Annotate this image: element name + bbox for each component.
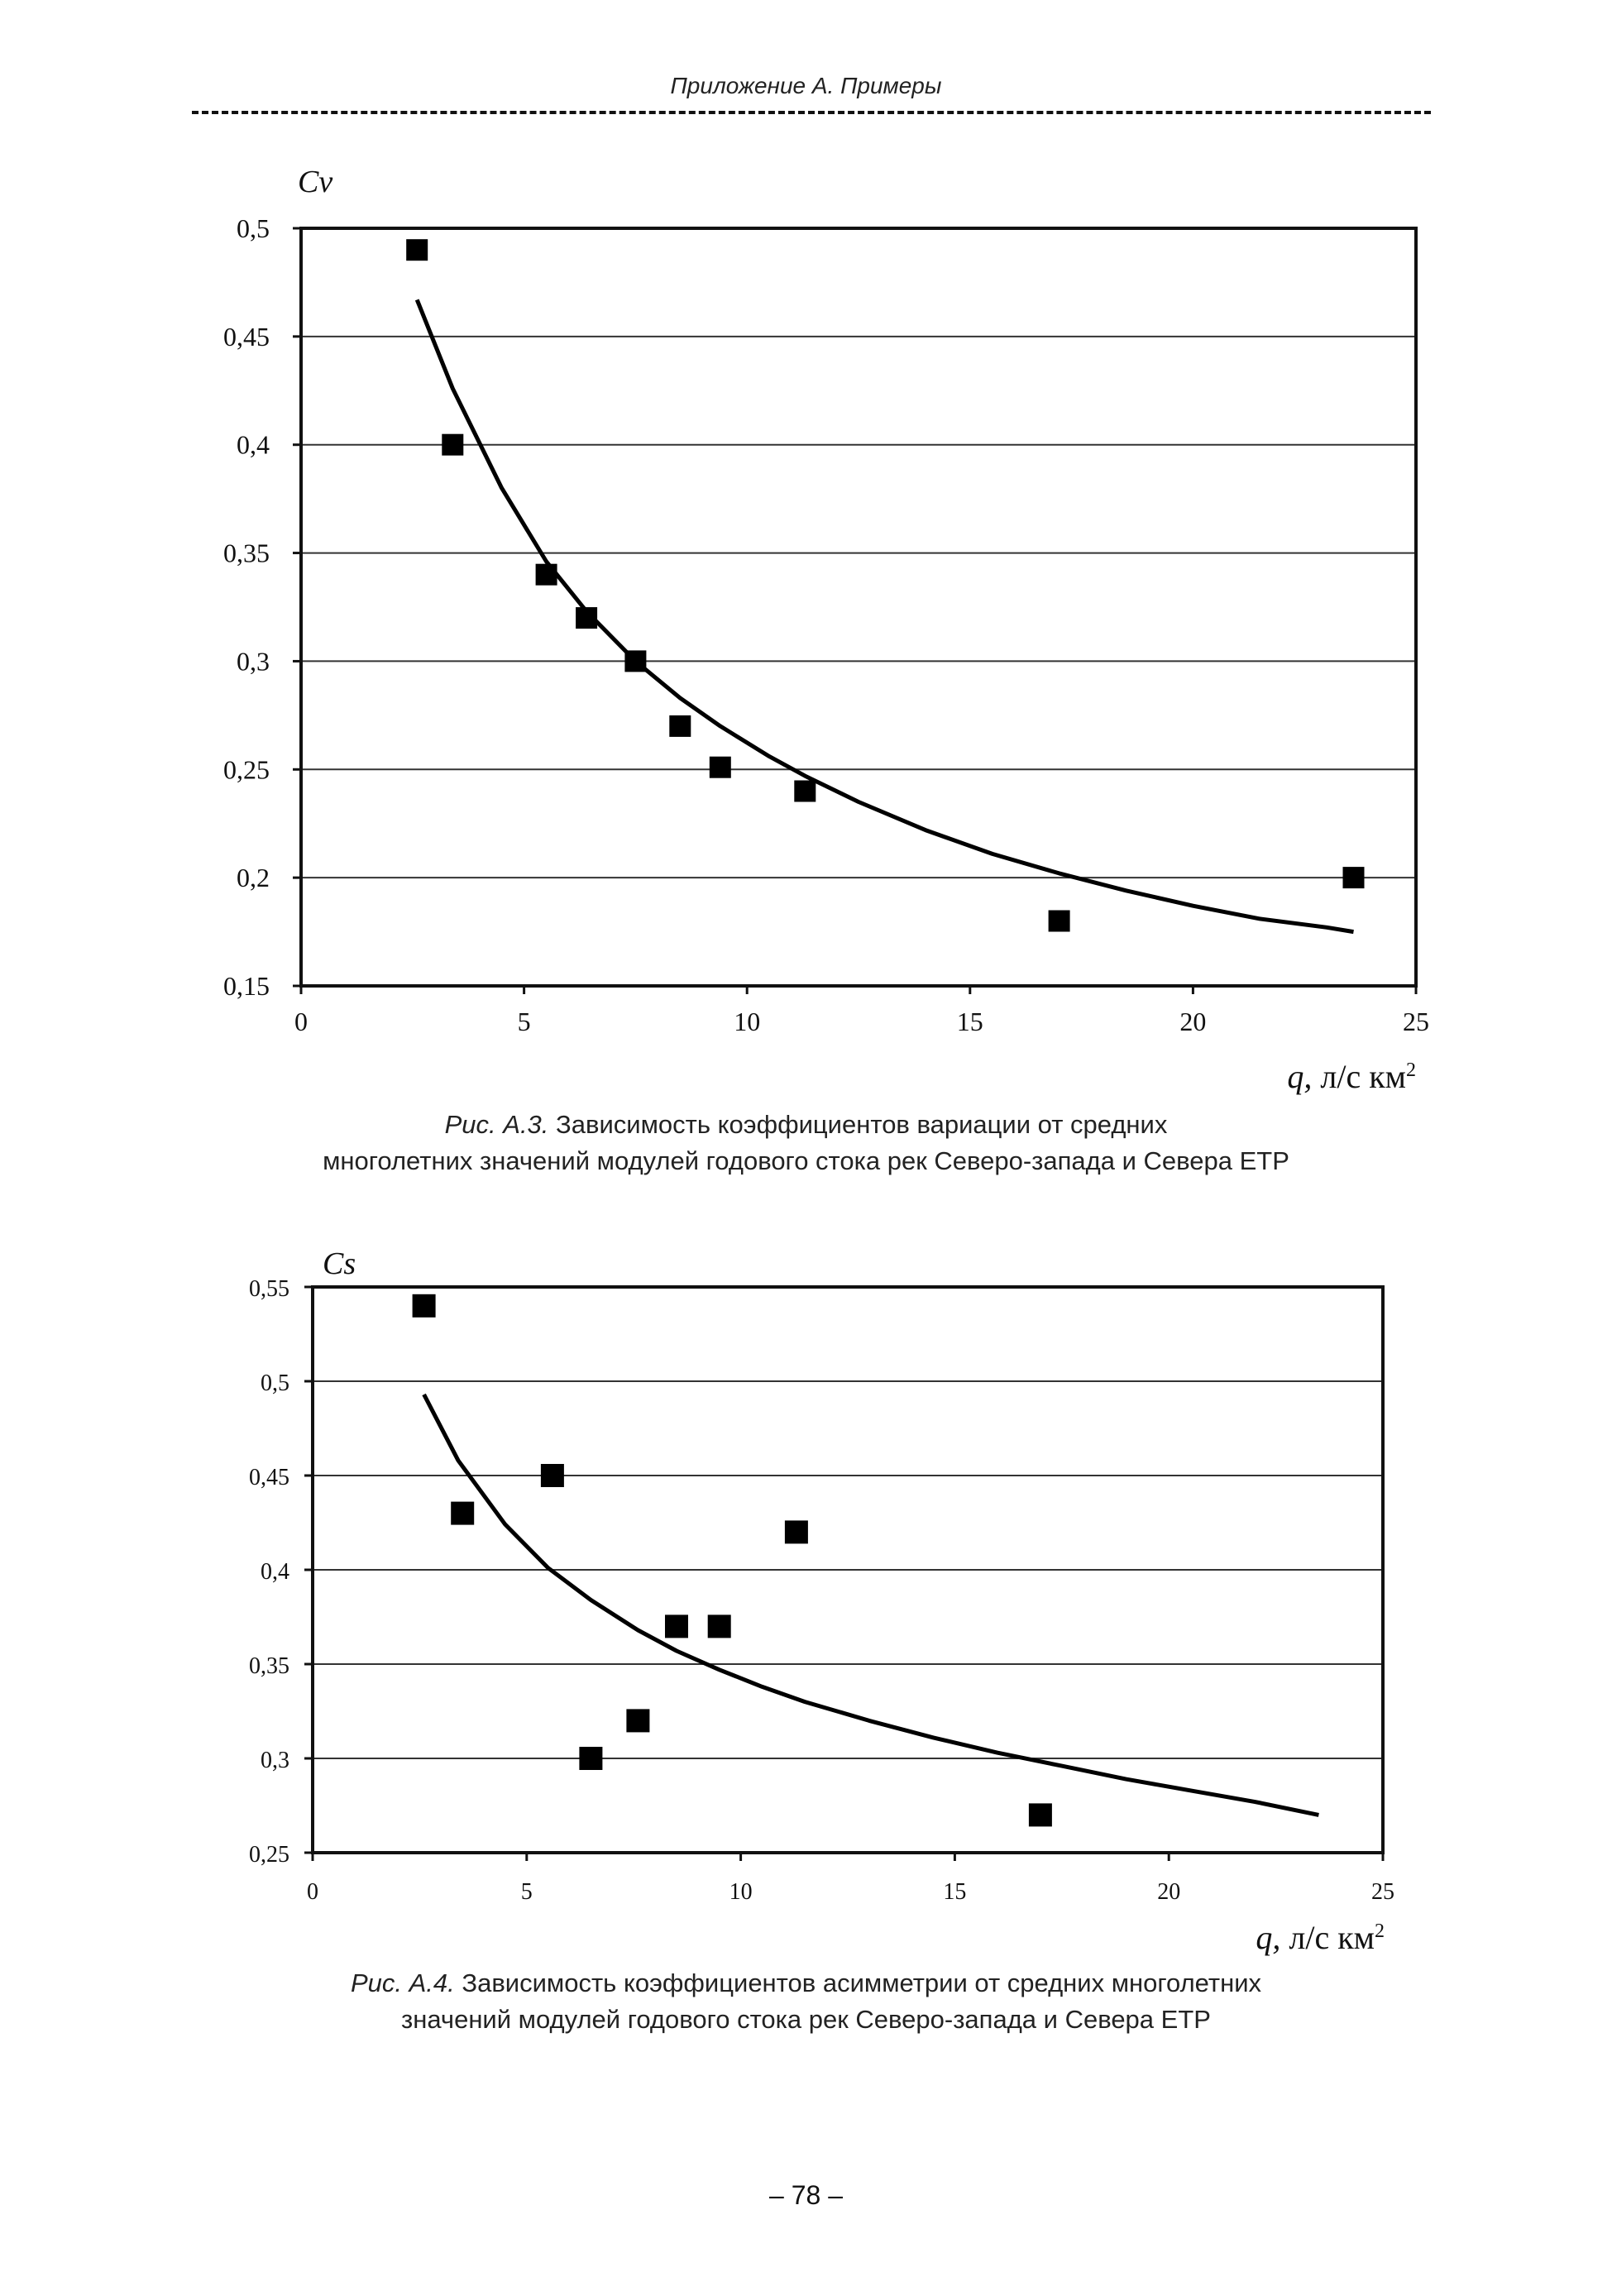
cs-x-tick-label: 25	[1371, 1879, 1394, 1905]
cv-caption-line2: многолетних значений модулей годового стока рек Северо-запада и Севера ЕТР	[323, 1146, 1289, 1175]
cv-caption-fig-no: Рис. А.3.	[444, 1110, 549, 1139]
cv-x-tick-label: 5	[517, 1007, 531, 1036]
cs-grid	[313, 1381, 1383, 1758]
cs-caption-fig-no: Рис. А.4.	[350, 1968, 455, 1997]
cv-x-tick-label: 0	[294, 1007, 308, 1036]
cv-y-tick-label: 0,5	[237, 213, 270, 243]
cs-x-tick-label: 20	[1157, 1879, 1181, 1905]
cs-markers	[413, 1294, 1052, 1827]
cs-data-point	[708, 1614, 731, 1638]
cs-y-tick-label: 0,35	[249, 1653, 289, 1679]
cs-data-point	[541, 1464, 564, 1487]
cs-data-point	[1029, 1803, 1052, 1826]
cs-ticks	[304, 1287, 1383, 1861]
cs-y-tick-label: 0,3	[261, 1748, 289, 1773]
cs-trend-line	[424, 1394, 1319, 1815]
cv-y-axis-label: Cv	[298, 165, 333, 199]
cs-caption	[0, 1965, 1612, 2038]
cs-y-tick-label: 0,45	[249, 1465, 289, 1490]
cv-x-tick-label: 10	[734, 1007, 761, 1036]
cv-y-tick-label: 0,3	[237, 646, 270, 677]
cv-caption-line1: Зависимость коэффициентов вариации от средних	[548, 1110, 1168, 1139]
cv-x-axis-label: q, л/с $км^2$	[1287, 1058, 1416, 1095]
cs-x-axis-label: q, л/с $км^2$	[1256, 1919, 1385, 1956]
cs-data-point	[626, 1709, 649, 1732]
cv-x-tick-label: 20	[1179, 1007, 1207, 1036]
cs-data-point	[665, 1614, 688, 1638]
page-number: – 78 –	[769, 2180, 843, 2210]
cs-x-tick-label: 15	[943, 1879, 967, 1905]
cs-data-point	[785, 1520, 808, 1543]
cs-y-tick-label: 0,55	[249, 1276, 289, 1302]
cs-y-tick-label: 0,4	[261, 1559, 289, 1585]
running-header: Приложение А. Примеры	[670, 73, 942, 98]
cs-data-point	[579, 1747, 602, 1770]
cs-data-point	[413, 1294, 436, 1318]
cs-x-tick-label: 10	[729, 1879, 753, 1905]
cs-x-tick-label: 5	[520, 1879, 533, 1905]
cs-caption-line2: значений модулей годового стока рек Северо-запада и Севера ЕТР	[401, 2005, 1211, 2034]
cs-y-tick-label: 0,25	[249, 1842, 289, 1868]
cv-x-tick-label: 25	[1403, 1007, 1429, 1036]
cv-y-tick-label: 0,35	[223, 538, 270, 568]
cv-x-tick-label: 15	[956, 1007, 983, 1036]
cs-y-tick-label: 0,5	[261, 1370, 289, 1396]
cv-y-tick-label: 0,2	[237, 863, 270, 893]
cs-data-point	[451, 1502, 474, 1525]
cv-y-tick-label: 0,25	[223, 754, 270, 785]
cv-y-tick-label: 0,4	[237, 429, 270, 460]
cs-tick-labels	[249, 1276, 1394, 1905]
cv-y-tick-label: 0,45	[223, 321, 270, 352]
cv-y-tick-label: 0,15	[223, 971, 270, 1001]
cs-caption-line1: Зависимость коэффициентов асимметрии от средних многолетних	[454, 1968, 1262, 1997]
cs-y-axis-label: Cs	[323, 1246, 356, 1281]
cs-x-tick-label: 0	[307, 1879, 318, 1905]
